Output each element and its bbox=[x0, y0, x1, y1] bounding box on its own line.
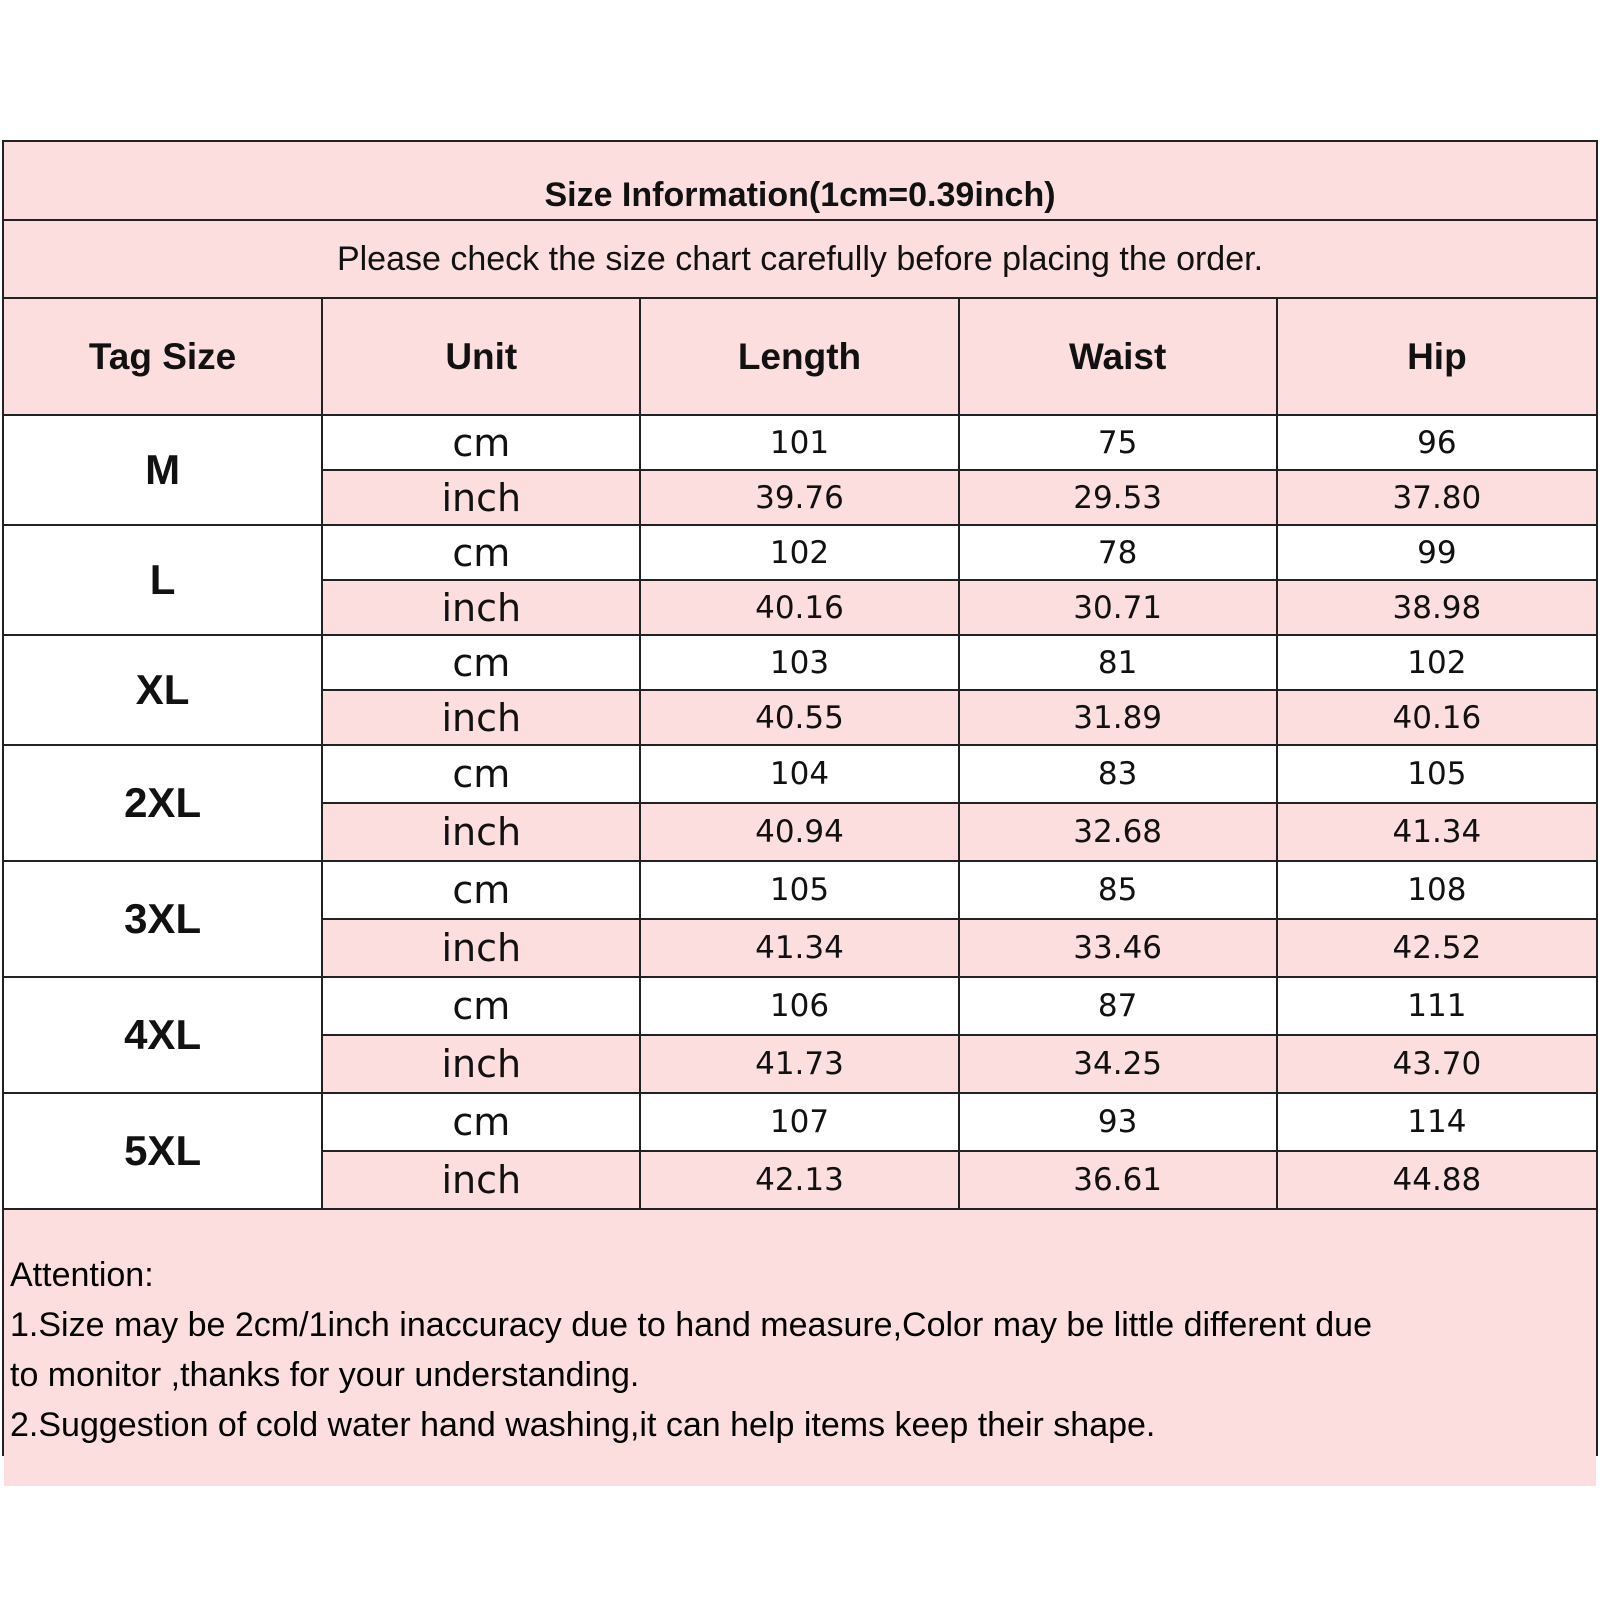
unit-cell: inch bbox=[322, 690, 640, 745]
header-unit: Unit bbox=[322, 298, 640, 415]
note-line-1: 1.Size may be 2cm/1inch inaccuracy due to hand measure,Color may be little different due bbox=[10, 1306, 1372, 1344]
hip-cell: 96 bbox=[1277, 415, 1596, 470]
header-tag-size: Tag Size bbox=[4, 298, 322, 415]
waist-cell: 85 bbox=[959, 861, 1277, 919]
chart-title: Size Information(1cm=0.39inch) bbox=[4, 142, 1596, 220]
unit-cell: inch bbox=[322, 803, 640, 861]
length-cell: 102 bbox=[640, 525, 958, 580]
hip-cell: 108 bbox=[1277, 861, 1596, 919]
hip-cell: 43.70 bbox=[1277, 1035, 1596, 1093]
waist-cell: 32.68 bbox=[959, 803, 1277, 861]
length-cell: 42.13 bbox=[640, 1151, 958, 1209]
tag-size-cell: M bbox=[4, 415, 322, 525]
length-cell: 104 bbox=[640, 745, 958, 803]
hip-cell: 99 bbox=[1277, 525, 1596, 580]
size-chart bbox=[2, 140, 1598, 1456]
hip-cell: 37.80 bbox=[1277, 470, 1596, 525]
unit-cell: cm bbox=[322, 1093, 640, 1151]
waist-cell: 78 bbox=[959, 525, 1277, 580]
attention-heading: Attention: bbox=[10, 1256, 154, 1294]
unit-cell: cm bbox=[322, 525, 640, 580]
header-hip: Hip bbox=[1277, 298, 1596, 415]
hip-cell: 44.88 bbox=[1277, 1151, 1596, 1209]
table-row bbox=[4, 861, 1596, 919]
unit-cell: cm bbox=[322, 977, 640, 1035]
hip-cell: 42.52 bbox=[1277, 919, 1596, 977]
hip-cell: 102 bbox=[1277, 635, 1596, 690]
tag-size-cell: XL bbox=[4, 635, 322, 745]
attention-notes bbox=[4, 1210, 1596, 1486]
unit-cell: inch bbox=[322, 1035, 640, 1093]
header-waist: Waist bbox=[959, 298, 1277, 415]
length-cell: 40.55 bbox=[640, 690, 958, 745]
tag-size-cell: 4XL bbox=[4, 977, 322, 1093]
waist-cell: 81 bbox=[959, 635, 1277, 690]
tag-size-cell: 3XL bbox=[4, 861, 322, 977]
length-cell: 101 bbox=[640, 415, 958, 470]
unit-cell: inch bbox=[322, 580, 640, 635]
unit-cell: cm bbox=[322, 635, 640, 690]
tag-size-cell: 5XL bbox=[4, 1093, 322, 1209]
tag-size-cell: 2XL bbox=[4, 745, 322, 861]
hip-cell: 105 bbox=[1277, 745, 1596, 803]
table-row bbox=[4, 745, 1596, 803]
length-cell: 41.73 bbox=[640, 1035, 958, 1093]
length-cell: 107 bbox=[640, 1093, 958, 1151]
table-row bbox=[4, 525, 1596, 580]
unit-cell: cm bbox=[322, 415, 640, 470]
hip-cell: 114 bbox=[1277, 1093, 1596, 1151]
unit-cell: inch bbox=[322, 919, 640, 977]
length-cell: 40.94 bbox=[640, 803, 958, 861]
table-row bbox=[4, 415, 1596, 470]
length-cell: 106 bbox=[640, 977, 958, 1035]
table-row bbox=[4, 977, 1596, 1035]
table-row bbox=[4, 1093, 1596, 1151]
unit-cell: inch bbox=[322, 1151, 640, 1209]
size-table bbox=[4, 142, 1596, 1210]
note-line-1-continued: to monitor ,thanks for your understanding. bbox=[10, 1356, 640, 1394]
waist-cell: 31.89 bbox=[959, 690, 1277, 745]
waist-cell: 29.53 bbox=[959, 470, 1277, 525]
length-cell: 41.34 bbox=[640, 919, 958, 977]
waist-cell: 30.71 bbox=[959, 580, 1277, 635]
unit-cell: inch bbox=[322, 470, 640, 525]
waist-cell: 83 bbox=[959, 745, 1277, 803]
table-row bbox=[4, 635, 1596, 690]
waist-cell: 33.46 bbox=[959, 919, 1277, 977]
length-cell: 40.16 bbox=[640, 580, 958, 635]
length-cell: 103 bbox=[640, 635, 958, 690]
waist-cell: 36.61 bbox=[959, 1151, 1277, 1209]
length-cell: 105 bbox=[640, 861, 958, 919]
note-line-2: 2.Suggestion of cold water hand washing,it can help items keep their shape. bbox=[10, 1406, 1156, 1444]
chart-subtitle: Please check the size chart carefully before placing the order. bbox=[4, 220, 1596, 298]
header-length: Length bbox=[640, 298, 958, 415]
unit-cell: cm bbox=[322, 861, 640, 919]
hip-cell: 111 bbox=[1277, 977, 1596, 1035]
hip-cell: 38.98 bbox=[1277, 580, 1596, 635]
hip-cell: 41.34 bbox=[1277, 803, 1596, 861]
unit-cell: cm bbox=[322, 745, 640, 803]
waist-cell: 75 bbox=[959, 415, 1277, 470]
waist-cell: 93 bbox=[959, 1093, 1277, 1151]
header-row bbox=[4, 298, 1596, 415]
tag-size-cell: L bbox=[4, 525, 322, 635]
waist-cell: 34.25 bbox=[959, 1035, 1277, 1093]
waist-cell: 87 bbox=[959, 977, 1277, 1035]
length-cell: 39.76 bbox=[640, 470, 958, 525]
hip-cell: 40.16 bbox=[1277, 690, 1596, 745]
